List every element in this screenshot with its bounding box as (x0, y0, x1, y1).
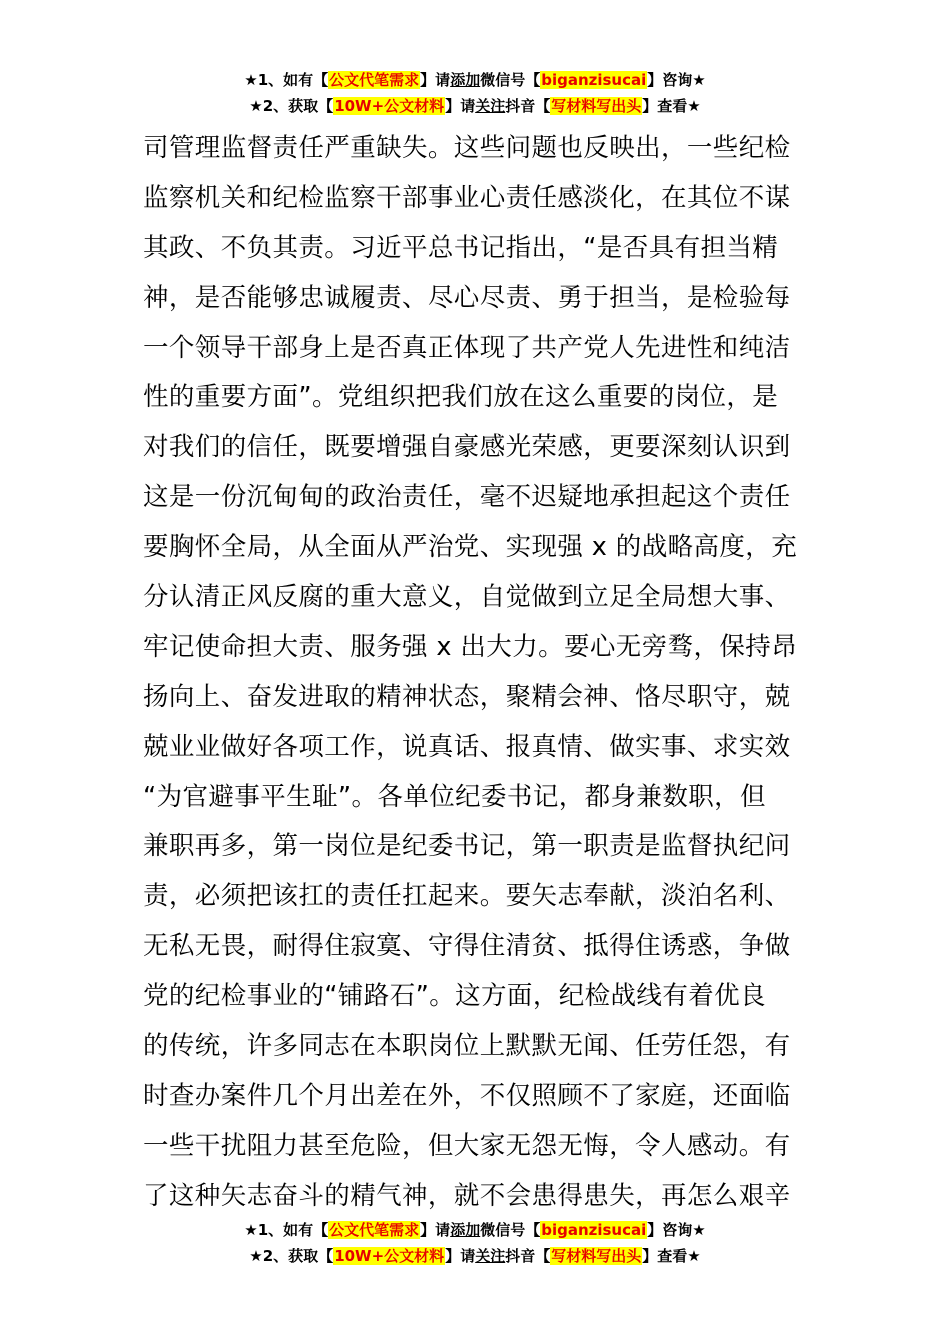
footer-line-2-prefix: ★2、获取【 (249, 1247, 334, 1265)
header-line-1-prefix: ★1、如有【 (244, 71, 329, 89)
header-line-1-mid-1: 】请 (420, 71, 451, 89)
footer-line-2-highlight-2: 写材料写出头 (551, 1247, 642, 1265)
footer-line-2-highlight-1: 10W+公文材料 (334, 1247, 445, 1265)
body-line: 党的纪检事业的“铺路石”。这方面，纪检战线有着优良 (143, 981, 766, 1012)
body-line: 分认清正风反腐的重大意义，自觉做到立足全局想大事、 (143, 582, 791, 613)
body-line: 神，是否能够忠诚履责、尽心尽责、勇于担当，是检验每 (143, 282, 791, 313)
body-line: 要胸怀全局，从全面从严治党、实现强 x 的战略高度，充 (143, 532, 798, 563)
footer-line-1-mid-2: 微信号【 (480, 1221, 541, 1239)
header-line-2 (0, 93, 950, 119)
footer-line-1-prefix: ★1、如有【 (244, 1221, 329, 1239)
body-line: “为官避事平生耻”。各单位纪委书记，都身兼数职，但 (143, 781, 766, 812)
footer-line-1-highlight-2: biganzisucai (541, 1221, 647, 1239)
header-line-1-mid-2: 微信号【 (480, 71, 541, 89)
body-line: 其政、不负其责。习近平总书记指出，“是否具有担当精 (143, 232, 779, 263)
header-line-2-underline: 关注 (475, 97, 506, 115)
document-body (143, 124, 807, 1222)
body-line: 监察机关和纪检监察干部事业心责任感淡化，在其位不谋 (143, 182, 791, 213)
header-line-1 (0, 67, 950, 93)
body-line: 兢业业做好各项工作，说真话、报真情、做实事、求实效 (143, 731, 791, 762)
footer-line-1 (0, 1217, 950, 1243)
body-line: 性的重要方面”。党组织把我们放在这么重要的岗位，是 (143, 382, 779, 413)
body-line: 了这种矢志奋斗的精气神，就不会患得患失，再怎么艰辛 (143, 1180, 791, 1211)
body-line: 司管理监督责任严重缺失。这些问题也反映出，一些纪检 (143, 133, 791, 163)
header-banner (0, 67, 950, 119)
body-line: 扬向上、奋发进取的精神状态，聚精会神、恪尽职守，兢 (143, 681, 791, 712)
footer-line-1-underline: 添加 (450, 1221, 481, 1239)
footer-line-1-mid-1: 】请 (420, 1221, 451, 1239)
body-line: 一些干扰阻力甚至危险，但大家无怨无悔，令人感动。有 (143, 1130, 791, 1161)
footer-line-1-suffix: 】咨询★ (647, 1221, 706, 1239)
header-line-1-suffix: 】咨询★ (647, 71, 706, 89)
footer-line-2-mid-1: 】请 (445, 1247, 476, 1265)
header-line-2-suffix: 】查看★ (642, 97, 701, 115)
header-line-1-highlight-1: 公文代笔需求 (329, 71, 420, 89)
header-line-2-highlight-1: 10W+公文材料 (334, 97, 445, 115)
footer-line-1-highlight-1: 公文代笔需求 (329, 1221, 420, 1239)
body-line: 兼职再多，第一岗位是纪委书记，第一职责是监督执纪问 (143, 831, 791, 862)
footer-line-2-underline: 关注 (475, 1247, 506, 1265)
header-line-2-mid-1: 】请 (445, 97, 476, 115)
body-line: 对我们的信任，既要增强自豪感光荣感，更要深刻认识到 (143, 432, 791, 463)
body-line: 的传统，许多同志在本职岗位上默默无闻、任劳任怨，有 (143, 1031, 791, 1062)
body-line: 牢记使命担大责、服务强 x 出大力。要心无旁骛，保持昂 (143, 631, 798, 662)
header-line-2-mid-2: 抖音【 (505, 97, 551, 115)
body-line: 时查办案件几个月出差在外，不仅照顾不了家庭，还面临 (143, 1080, 791, 1111)
header-line-1-underline: 添加 (450, 71, 481, 89)
header-line-2-highlight-2: 写材料写出头 (551, 97, 642, 115)
body-line: 这是一份沉甸甸的政治责任，毫不迟疑地承担起这个责任 (143, 482, 791, 513)
footer-banner (0, 1217, 950, 1269)
footer-line-2-suffix: 】查看★ (642, 1247, 701, 1265)
footer-line-2 (0, 1243, 950, 1269)
body-line: 无私无畏，耐得住寂寞、守得住清贫、抵得住诱惑，争做 (143, 931, 791, 962)
body-line: 一个领导干部身上是否真正体现了共产党人先进性和纯洁 (143, 332, 791, 363)
header-line-1-highlight-2: biganzisucai (541, 71, 647, 89)
header-line-2-prefix: ★2、获取【 (249, 97, 334, 115)
footer-line-2-mid-2: 抖音【 (505, 1247, 551, 1265)
body-line: 责，必须把该扛的责任扛起来。要矢志奉献，淡泊名利、 (143, 881, 791, 912)
